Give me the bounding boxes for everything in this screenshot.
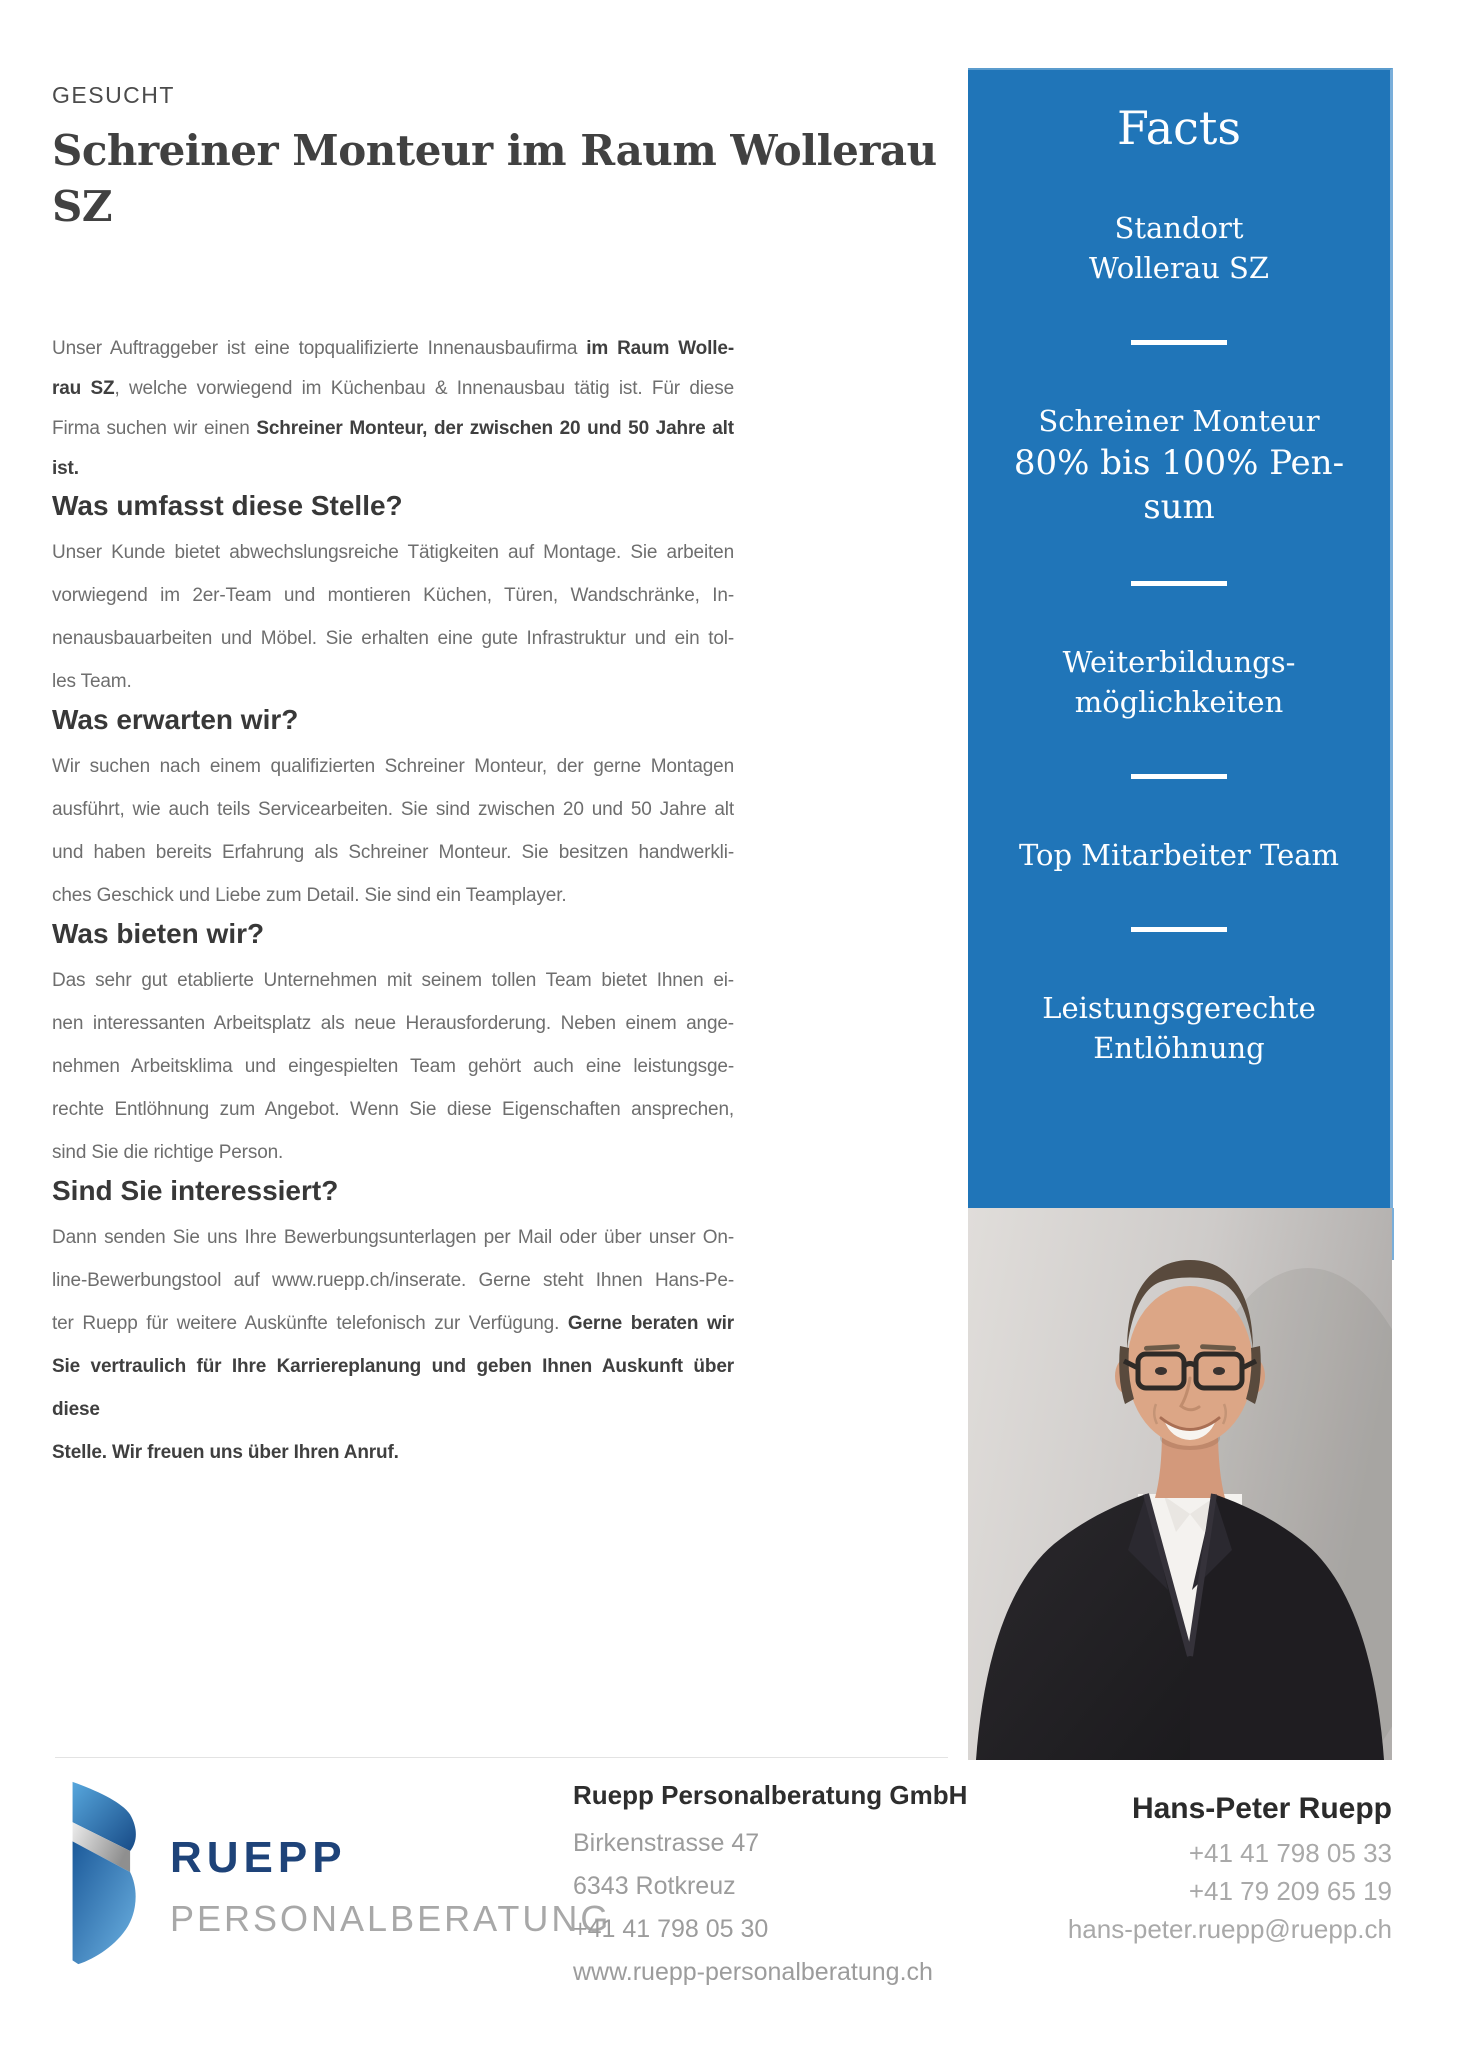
logo-brand-subtext: PERSONALBERATUNG xyxy=(170,1898,612,1939)
facts-panel xyxy=(968,68,1393,1208)
company-name: Ruepp Personalberatung GmbH xyxy=(573,1780,968,1810)
facts-item-line: Leistungsgerechte xyxy=(1042,991,1316,1025)
facts-divider xyxy=(1131,340,1227,345)
facts-item-line: 80% bis 100% Pen- xyxy=(1013,443,1345,483)
facts-item xyxy=(968,835,1390,875)
facts-divider xyxy=(1131,581,1227,586)
facts-item xyxy=(968,988,1390,1068)
text-line: Unser Kunde bietet abwechslungsreiche Tätigkeiten auf Montage. Sie arbeiten xyxy=(52,542,734,563)
footer-divider xyxy=(55,1757,948,1758)
portrait-photo xyxy=(968,1208,1392,1760)
text-line: ist. xyxy=(52,458,79,479)
section-heading-erwarten: Was erwarten wir? xyxy=(52,704,299,735)
company-address-street: Birkenstrasse 47 xyxy=(573,1829,760,1857)
eyebrow-label: GESUCHT xyxy=(52,82,175,108)
section-body-bieten xyxy=(52,959,734,1174)
section-heading-stelle: Was umfasst diese Stelle? xyxy=(52,490,403,521)
text-line: nen interessanten Arbeitsplatz als neue Herausforderung. Neben einem ange- xyxy=(52,1013,734,1034)
text-line: line-Bewerbungstool auf www.ruepp.ch/inserate. Gerne steht Ihnen Hans-Pe- xyxy=(52,1270,734,1291)
facts-item xyxy=(968,208,1390,288)
text-line: Wir suchen nach einem qualifizierten Schreiner Monteur, der gerne Montagen xyxy=(52,756,734,777)
company-info-block xyxy=(573,1778,967,1994)
company-website: www.ruepp-personalberatung.ch xyxy=(573,1958,933,1986)
section-heading-bieten: Was bieten wir? xyxy=(52,918,265,949)
section-body-stelle xyxy=(52,531,734,703)
text-line: Das sehr gut etablierte Unternehmen mit seinem tollen Team bietet Ihnen ei- xyxy=(52,970,734,991)
company-phone: +41 41 798 05 30 xyxy=(573,1915,769,1943)
text-line: Unser Auftraggeber ist eine topqualifizierte Innenausbaufirma im Raum Wolle- xyxy=(52,338,734,359)
facts-item-line: Entlöhnung xyxy=(1093,1031,1265,1065)
main-text-column xyxy=(52,0,937,1474)
facts-item-line: möglichkeiten xyxy=(1074,685,1284,719)
text-line: rau SZ, welche vorwiegend im Küchenbau & Innenausbau tätig ist. Für diese xyxy=(52,378,734,399)
text-line: ter Ruepp für weitere Auskünfte telefonisch zur Verfügung. Gerne beraten wir xyxy=(52,1313,734,1334)
logo-brand-text: RUEPP xyxy=(170,1833,347,1882)
text-line: Firma suchen wir einen Schreiner Monteur, der zwischen 20 und 50 Jahre alt xyxy=(52,418,734,439)
facts-item-line: Top Mitarbeiter Team xyxy=(1018,838,1340,872)
text-line: sind Sie die richtige Person. xyxy=(52,1142,284,1163)
section-body-interessiert xyxy=(52,1216,734,1474)
facts-item xyxy=(968,401,1390,529)
text-line: Stelle. Wir freuen uns über Ihren Anruf. xyxy=(52,1442,399,1463)
text-line: nehmen Arbeitsklima und eingespielten Team gehört auch eine leistungsge- xyxy=(52,1056,734,1077)
page-title-line-1: Schreiner Monteur im Raum Wollerau xyxy=(52,126,937,175)
text-line: vorwiegend im 2er-Team und montieren Küchen, Türen, Wandschränke, In- xyxy=(52,585,734,606)
facts-divider xyxy=(1131,927,1227,932)
facts-item-line: Wollerau SZ xyxy=(1088,251,1270,285)
text-line: ausführt, wie auch teils Servicearbeiten. Sie sind zwischen 20 und 50 Jahre alt xyxy=(52,799,734,820)
page-title-line-2: SZ xyxy=(52,182,112,231)
text-line: Dann senden Sie uns Ihre Bewerbungsunterlagen per Mail oder über unser On- xyxy=(52,1227,734,1248)
text-line: nenausbauarbeiten und Möbel. Sie erhalten eine gute Infrastruktur und ein tol- xyxy=(52,628,734,649)
facts-item-line: Schreiner Monteur xyxy=(1038,404,1320,438)
facts-title: Facts xyxy=(1116,101,1242,155)
section-body-erwarten xyxy=(52,745,734,917)
facts-item xyxy=(968,642,1390,722)
facts-list xyxy=(968,208,1390,1068)
text-line: und haben bereits Erfahrung als Schreiner Monteur. Sie besitzen handwerkli- xyxy=(52,842,734,863)
contact-phone-1: +41 41 798 05 33 xyxy=(1188,1838,1392,1868)
ruepp-logo-icon xyxy=(66,1780,152,1968)
text-line: les Team. xyxy=(52,671,132,692)
page-title xyxy=(52,123,937,235)
facts-divider xyxy=(1131,774,1227,779)
intro-paragraph xyxy=(52,329,734,489)
facts-item-line: Weiterbildungs- xyxy=(1062,645,1296,679)
contact-phone-2: +41 79 209 65 19 xyxy=(1188,1876,1392,1906)
contact-email: hans-peter.ruepp@ruepp.ch xyxy=(1067,1914,1392,1944)
contact-info-block xyxy=(1068,1790,1392,1948)
contact-name: Hans-Peter Ruepp xyxy=(1131,1792,1392,1825)
text-line: ches Geschick und Liebe zum Detail. Sie sind ein Teamplayer. xyxy=(52,885,567,906)
text-line: Sie vertraulich für Ihre Karriereplanung und geben Ihnen Auskunft über diese xyxy=(52,1356,734,1420)
section-heading-interessiert: Sind Sie interessiert? xyxy=(52,1175,339,1206)
facts-item-line: Standort xyxy=(1114,211,1244,245)
text-line: rechte Entlöhnung zum Angebot. Wenn Sie diese Eigenschaften ansprechen, xyxy=(52,1099,734,1120)
facts-item-line: sum xyxy=(1143,487,1215,527)
company-address-city: 6343 Rotkreuz xyxy=(573,1872,736,1900)
